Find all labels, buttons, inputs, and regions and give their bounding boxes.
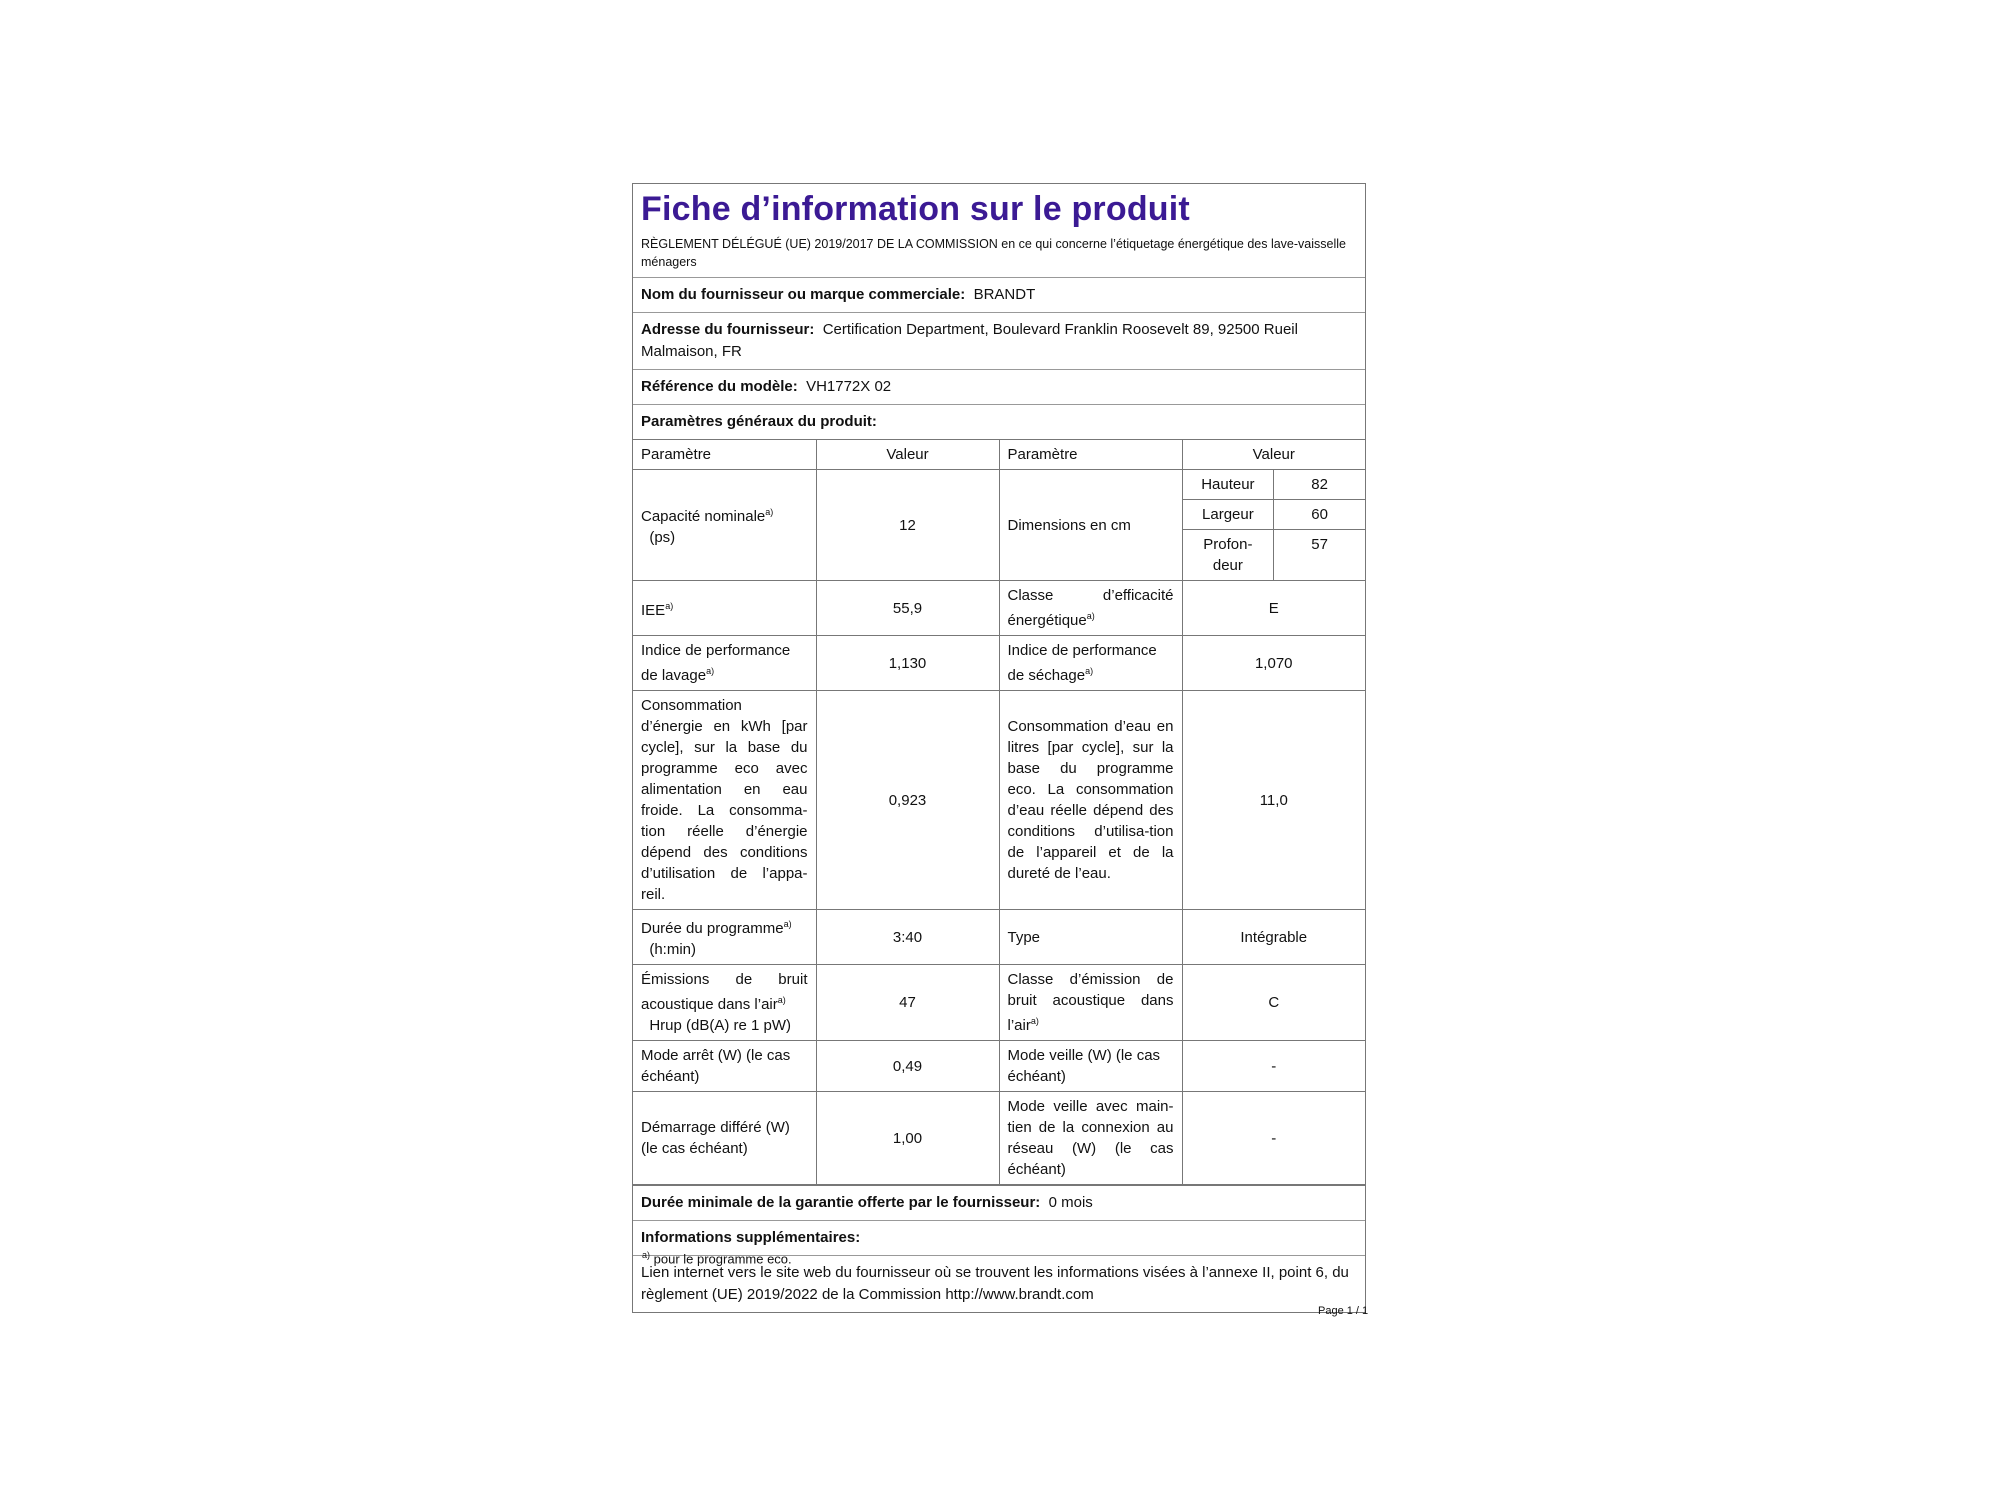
parameters-table [633,440,1365,1185]
table-row [633,581,1365,636]
capacity-value: 12 [816,470,999,581]
footnote-mark: a) [765,507,774,517]
dry-index-label-cell [999,636,1182,691]
warranty-label: Durée minimale de la garantie offerte par le fournisseur: [641,1194,1041,1211]
footnote-mark: a) [783,919,792,929]
table-row [633,910,1365,965]
table-row [633,691,1365,910]
duration-value: 3:40 [816,910,999,965]
standby-label: Mode veille (W) (le cas échéant) [999,1041,1182,1092]
footnote-mark: a) [706,666,715,676]
iee-value: 55,9 [816,581,999,636]
header-param-1: Paramètre [633,440,816,470]
depth-value: 57 [1274,530,1365,581]
width-label: Largeur [1183,500,1274,530]
supplier-row [633,278,1365,313]
supplier-value: BRANDT [973,286,1036,303]
model-value: VH1772X 02 [806,378,892,395]
height-value: 82 [1274,470,1365,500]
capacity-unit: (ps) [649,529,676,546]
noise-class-label-cell [999,965,1182,1041]
noise-value: 47 [816,965,999,1041]
iee-label: IEE [641,601,666,619]
table-row [633,1041,1365,1092]
address-value: Certification Department, Boulevard Franklin Roosevelt 89, 92500 Rueil Malmaison, FR [641,321,1298,360]
page-title: Fiche d’information sur le produit [641,190,1190,228]
additional-info-label: Informations supplémentaires: [641,1229,861,1246]
water-consumption-value: 11,0 [1182,691,1365,910]
supplier-label: Nom du fournisseur ou marque commerciale: [641,286,966,303]
energy-class-value: E [1182,581,1365,636]
width-value: 60 [1274,500,1365,530]
depth-label: Profon-deur [1183,530,1274,581]
type-label: Type [999,910,1182,965]
table-row [633,1092,1365,1185]
header-block [633,184,1365,278]
duration-label-cell [633,910,816,965]
address-row [633,313,1365,370]
dry-index-value: 1,070 [1182,636,1365,691]
table-row [633,470,1365,581]
delay-start-value: 1,00 [816,1092,999,1185]
warranty-row [633,1185,1365,1221]
noise-label-cell [633,965,816,1041]
model-label: Référence du modèle: [641,378,798,395]
duration-label: Durée du programme [641,920,784,937]
type-value: Intégrable [1182,910,1365,965]
off-mode-label: Mode arrêt (W) (le cas échéant) [633,1041,816,1092]
energy-consumption-label: Consommation d’énergie en kWh [par cycle], sur la base du programme eco avec alimentation en eau froide. La consomma-tion réelle d’énergie dépend des conditions d’utilisation de l’appa-reil. [633,691,816,910]
header-param-2: Paramètre [999,440,1182,470]
energy-consumption-value: 0,923 [816,691,999,910]
capacity-label-cell [633,470,816,581]
footnote-mark: a) [1085,666,1094,676]
footnote-mark: a) [665,600,674,611]
header-value-2: Valeur [1182,440,1365,470]
networked-standby-value: - [1182,1092,1365,1185]
off-mode-value: 0,49 [816,1041,999,1092]
energy-class-label: Classe d’efficacité énergétique [1007,587,1174,629]
model-row [633,370,1365,405]
address-label: Adresse du fournisseur: [641,321,815,338]
footnote-mark: a) [642,1250,651,1260]
footnote-mark: a) [1030,1016,1039,1026]
noise-class-value: C [1182,965,1365,1041]
footnote-mark: a) [777,995,786,1005]
dimensions-table [1183,470,1366,580]
wash-index-label: Indice de performance de lavage [641,642,791,684]
warranty-value: 0 mois [1048,1194,1093,1211]
standby-value: - [1182,1041,1365,1092]
table-row [633,965,1365,1041]
noise-unit: Hrup (dB(A) re 1 pW) [649,1017,792,1034]
delay-start-label: Démarrage différé (W) (le cas échéant) [633,1092,816,1185]
header-value-1: Valeur [816,440,999,470]
table-row [633,636,1365,691]
capacity-label: Capacité nominale [641,508,766,525]
iee-label-cell [633,581,816,636]
link-text: Lien internet vers le site web du fournisseur où se trouvent les informations visées à l’annexe II, point 6, du règlement (UE) 2019/2022 de la Commission http://www.brandt.com [641,1264,1349,1303]
general-params-label: Paramètres généraux du produit: [641,413,877,430]
networked-standby-label: Mode veille avec main-tien de la connexion au réseau (W) (le cas échéant) [999,1092,1182,1185]
product-information-sheet [632,183,1366,1313]
dimensions-cell [1182,470,1365,581]
wash-index-value: 1,130 [816,636,999,691]
footnote-mark: a) [1086,611,1095,621]
height-label: Hauteur [1183,470,1274,500]
noise-class-label: Classe d’émission de bruit acoustique dans l’air [1007,971,1174,1034]
general-params-row [633,405,1365,440]
noise-label: Émissions de bruit acoustique dans l’air [641,971,808,1013]
wash-index-label-cell [633,636,816,691]
dry-index-label: Indice de performance de séchage [1007,642,1157,684]
page-number: Page 1 / 1 [1318,1305,1369,1317]
table-header-row [633,440,1365,470]
duration-unit: (h:min) [649,941,697,958]
dimensions-label: Dimensions en cm [999,470,1182,581]
energy-class-label-cell [999,581,1182,636]
water-consumption-label: Consommation d’eau en litres [par cycle], sur la base du programme eco. La consommation d’eau réelle dépend des conditions d’utilisa-tion de l’appareil et de la dureté de l’eau. [999,691,1182,910]
footnote-text: pour le programme eco. [653,1251,792,1267]
regulation-text: RÈGLEMENT DÉLÉGUÉ (UE) 2019/2017 DE LA COMMISSION en ce qui concerne l’étiquetage énergétique des lave-vaisselle ménagers [641,237,1346,269]
footnote [642,1250,792,1266]
